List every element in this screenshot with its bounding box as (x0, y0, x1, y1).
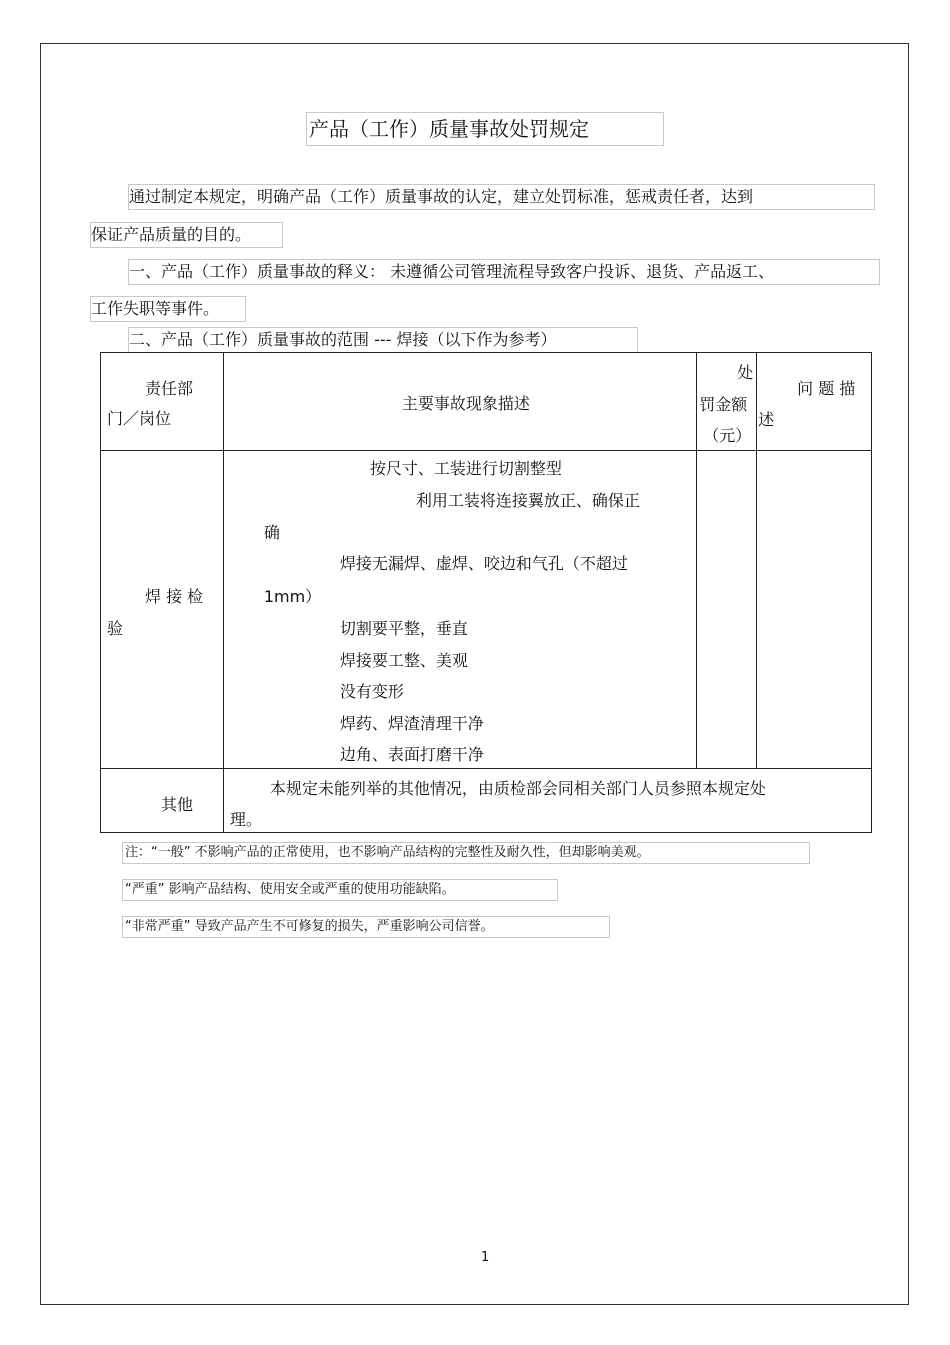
row1-item: 焊药、焊渣清理干净 (339, 714, 484, 733)
header-dept-line1: 责任部 (145, 379, 194, 398)
row1-description (223, 451, 696, 769)
row2-dept-text: 其他 (161, 795, 194, 814)
row1-penalty (697, 451, 757, 769)
row1-item: 焊接要工整、美观 (339, 651, 468, 670)
row1-item: 按尺寸、工装进行切割整型 (369, 459, 562, 478)
row1-item: 没有变形 (339, 682, 404, 701)
row1-item: 利用工装将连接翼放正、确保正 (415, 491, 640, 510)
row1-dept (101, 451, 224, 769)
header-description (223, 353, 696, 451)
header-problem (757, 353, 872, 451)
table-row (101, 769, 872, 833)
header-dept (101, 353, 224, 451)
header-penalty-line3: （元） (703, 426, 752, 445)
table-header-row (101, 353, 872, 451)
row2-dept (101, 769, 224, 833)
row1-item: 焊接无漏焊、虚焊、咬边和气孔（不超过 (339, 554, 628, 573)
row1-item: 边角、表面打磨干净 (339, 745, 484, 764)
note-general: 注：“一般” 不影响产品的正常使用，也不影响产品结构的完整性及耐久性，但却影响美观。 (122, 842, 810, 864)
section1-line-1: 一、产品（工作）质量事故的释义： 未遵循公司管理流程导致客户投诉、退货、产品返工、 (128, 259, 880, 285)
header-description-text: 主要事故现象描述 (401, 394, 530, 413)
row1-problem (757, 451, 872, 769)
row2-text-line1: 本规定未能列举的其他情况，由质检部会同相关部门人员参照本规定处 (269, 779, 766, 798)
page-number: 1 (481, 1250, 490, 1265)
intro-line-2: 保证产品质量的目的。 (90, 222, 283, 248)
header-penalty-line2: 罚金额 (699, 395, 748, 414)
document-title: 产品（工作）质量事故处罚规定 (306, 112, 664, 146)
note-very-serious: “非常严重” 导致产品产生不可修复的损失，严重影响公司信誉。 (122, 916, 610, 938)
table-row (101, 451, 872, 769)
note-serious: “严重” 影响产品结构、使用安全或严重的使用功能缺陷。 (122, 879, 558, 901)
header-dept-line2: 门／岗位 (107, 409, 172, 428)
row2-description (223, 769, 871, 833)
header-penalty (697, 353, 757, 451)
header-penalty-line1: 处 (737, 363, 754, 382)
section2-heading: 二、产品（工作）质量事故的范围 --- 焊接（以下作为参考） (128, 327, 638, 352)
row1-dept-line1: 焊 接 检 (145, 587, 204, 606)
row2-text-line2: 理。 (229, 810, 262, 829)
section1-line-2: 工作失职等事件。 (90, 296, 246, 322)
row1-item: 1mm） (263, 587, 322, 606)
row1-item: 切割要平整，垂直 (339, 619, 468, 638)
header-problem-line2: 述 (758, 410, 775, 429)
header-problem-line1: 问 题 描 (797, 379, 856, 398)
row1-dept-line2: 验 (107, 619, 124, 638)
row1-item: 确 (263, 523, 280, 542)
intro-line-1: 通过制定本规定，明确产品（工作）质量事故的认定，建立处罚标准，惩戒责任者，达到 (128, 184, 875, 210)
accident-table (100, 352, 872, 833)
